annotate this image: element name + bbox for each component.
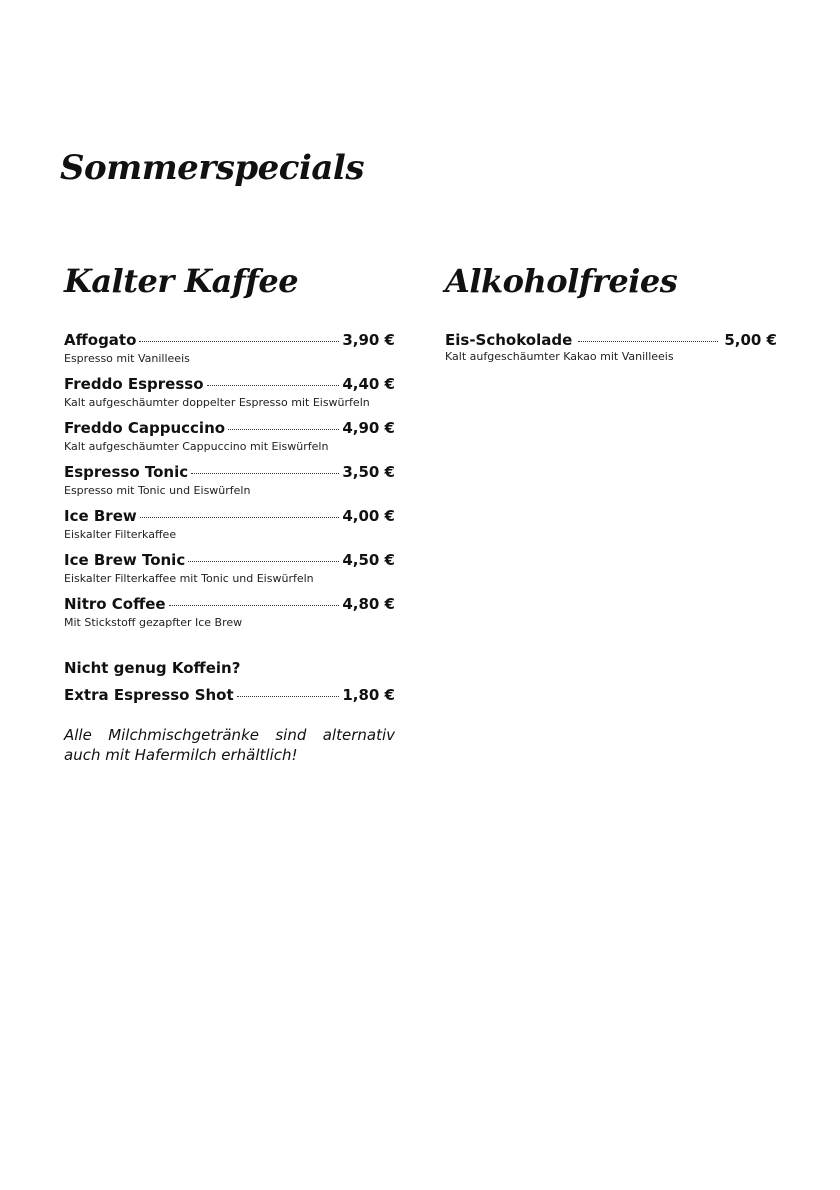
item-price: 4,40 € [342, 375, 395, 393]
item-name: Ice Brew [64, 507, 137, 525]
dot-leader [139, 341, 339, 342]
dot-leader [228, 429, 339, 430]
item-price: 4,00 € [342, 507, 395, 525]
item-name: Ice Brew Tonic [64, 551, 186, 569]
menu-item [64, 418, 395, 462]
item-description: Kalt aufgeschäumter doppelter Espresso mit Eiswürfeln [64, 396, 370, 409]
dot-leader [140, 517, 340, 518]
menu-item [64, 506, 395, 550]
item-description: Kalt aufgeschäumter Kakao mit Vanilleeis [445, 350, 674, 363]
item-price: 3,50 € [342, 463, 395, 481]
item-price: 4,90 € [342, 419, 395, 437]
cold-coffee-list [64, 330, 395, 638]
menu-item [64, 550, 395, 594]
item-name: Espresso Tonic [64, 463, 189, 481]
oat-milk-note: Alle Milchmischgetränke sind alternativ auch mit Hafermilch erhältlich! [64, 726, 395, 764]
item-name: Nitro Coffee [64, 595, 166, 613]
item-price: 1,80 € [342, 686, 395, 704]
dot-leader [188, 561, 339, 562]
item-name: Freddo Cappuccino [64, 419, 226, 437]
dot-leader [578, 341, 718, 342]
menu-item [64, 462, 395, 506]
dot-leader [169, 605, 340, 606]
item-name: Eis-Schokolade [445, 331, 573, 349]
item-name: Extra Espresso Shot [64, 686, 234, 704]
menu-item [64, 374, 395, 418]
page-title: Sommerspecials [60, 148, 364, 188]
item-price: 4,80 € [342, 595, 395, 613]
extra-caffeine-heading: Nicht genug Koffein? [64, 659, 241, 677]
non-alcoholic-list [445, 330, 777, 364]
item-description: Kalt aufgeschäumter Cappuccino mit Eiswürfeln [64, 440, 329, 453]
dot-leader [237, 696, 340, 697]
item-description: Espresso mit Tonic und Eiswürfeln [64, 484, 251, 497]
menu-item [445, 330, 777, 364]
item-price: 3,90 € [342, 331, 395, 349]
menu-item-extra-shot [64, 685, 395, 705]
dot-leader [207, 385, 340, 386]
item-description: Mit Stickstoff gezapfter Ice Brew [64, 616, 243, 629]
item-description: Espresso mit Vanilleeis [64, 352, 190, 365]
menu-item [64, 594, 395, 638]
item-description: Eiskalter Filterkaffee [64, 528, 177, 541]
item-price: 4,50 € [342, 551, 395, 569]
item-description: Eiskalter Filterkaffee mit Tonic und Eiswürfeln [64, 572, 314, 585]
item-price: 5,00 € [724, 331, 777, 349]
section-heading-non-alcoholic: Alkoholfreies [445, 262, 678, 300]
item-name: Freddo Espresso [64, 375, 204, 393]
menu-item [64, 330, 395, 374]
dot-leader [191, 473, 339, 474]
item-name: Affogato [64, 331, 137, 349]
section-heading-cold-coffee: Kalter Kaffee [64, 262, 299, 300]
